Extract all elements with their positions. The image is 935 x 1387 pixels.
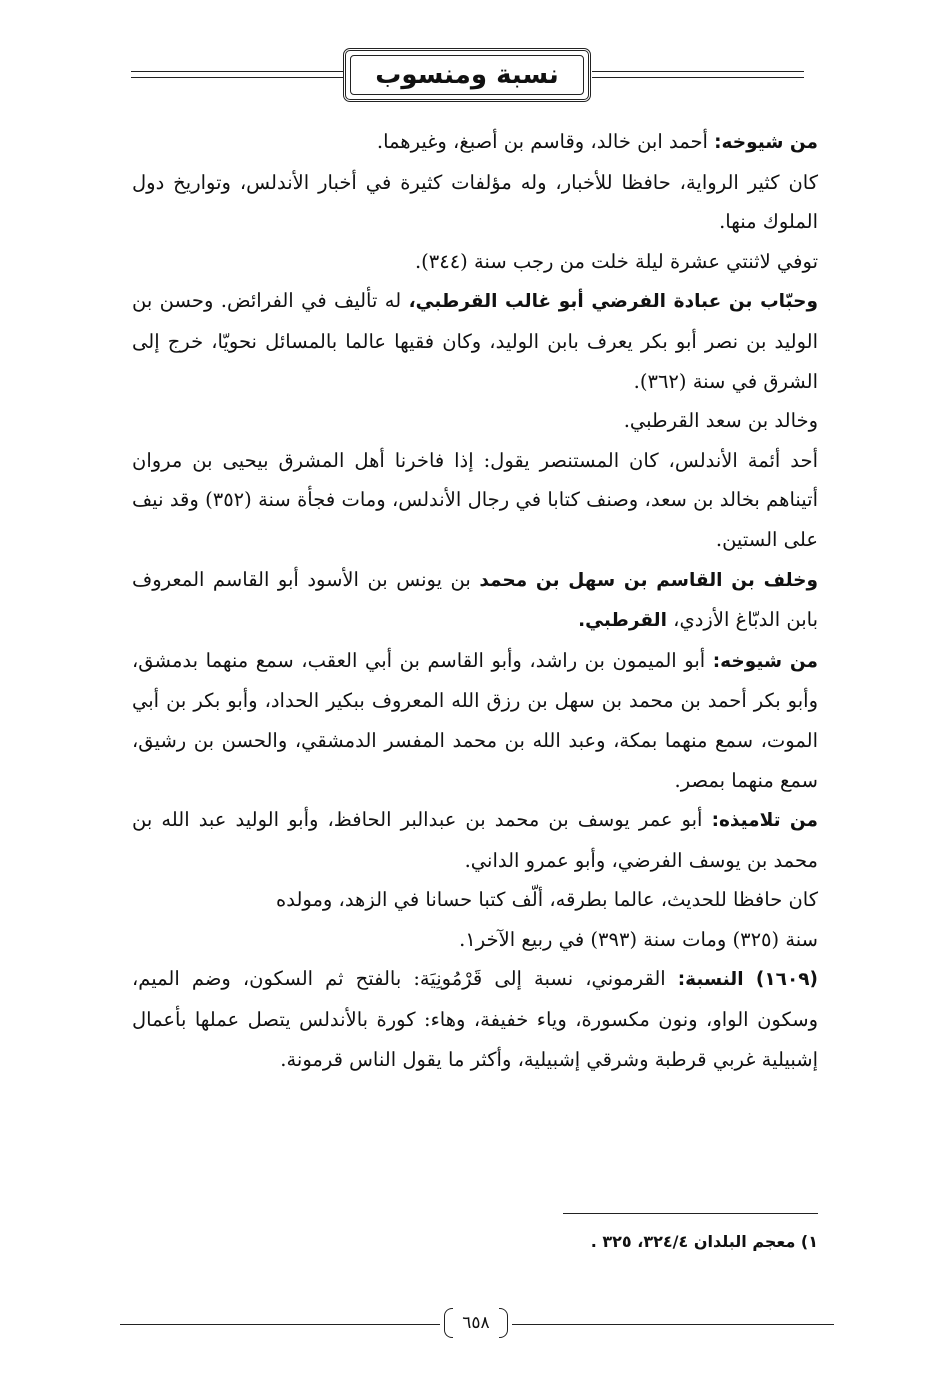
paragraph-tail: القرطبي. bbox=[578, 610, 667, 632]
paragraph-text: سنة (٣٢٥) ومات سنة (٣٩٣) في ربيع الآخر١. bbox=[459, 927, 818, 951]
paragraph bbox=[132, 959, 818, 1079]
paragraph bbox=[132, 880, 818, 920]
footnote-separator bbox=[563, 1213, 818, 1214]
chapter-title-frame bbox=[343, 48, 591, 102]
paragraph-lead: وحبّاب بن عبادة الفرضي أبو غالب القرطبي، bbox=[408, 291, 818, 313]
paragraph-text: بن يونس بن الأسود أبو القاسم المعروف بابن الدبّاغ الأزدي، bbox=[132, 567, 818, 632]
page-number-bracket bbox=[440, 1306, 512, 1340]
paragraph bbox=[132, 441, 818, 560]
paragraph bbox=[132, 800, 818, 880]
page-number-rule-left bbox=[120, 1324, 440, 1325]
paragraph bbox=[132, 641, 818, 800]
chapter-title: نسبة ومنسوب bbox=[375, 60, 559, 90]
page-number-rule-right bbox=[512, 1324, 834, 1325]
paragraph bbox=[132, 560, 818, 641]
paragraph bbox=[132, 920, 818, 960]
page-number: ٦٥٨ bbox=[462, 1313, 490, 1333]
paragraph-lead: من تلاميذه: bbox=[711, 810, 818, 832]
paragraph-text: وخالد بن سعد القرطبي. bbox=[623, 409, 818, 433]
paragraph-text: كان حافظا للحديث، عالما بطرقه، ألّف كتبا حسانا في الزهد، ومولده bbox=[276, 888, 818, 912]
paragraph bbox=[132, 163, 818, 242]
header-rule-right bbox=[592, 71, 804, 78]
paragraph-text: له تأليف في الفرائض. وحسن بن الوليد بن نصر أبو بكر يعرف بابن الوليد، وكان فقيها عالما بالمسائل نحويّا، خرج إلى الشرق في سنة (٣٦٢). bbox=[132, 289, 818, 393]
paragraph-lead: (١٦٠٩) النسبة: bbox=[677, 969, 819, 991]
footnote: ١) معجم البلدان ٣٢٤/٤، ٣٢٥ . bbox=[590, 1232, 818, 1251]
paragraph bbox=[132, 281, 818, 401]
paragraph-lead: من شيوخه: bbox=[714, 132, 818, 153]
header-rule-left bbox=[131, 71, 343, 78]
paragraph bbox=[132, 401, 818, 441]
paragraph-text: كان كثير الرواية، حافظا للأخبار، وله مؤلفات كثيرة في أخبار الأندلس، وتواريخ دول الملوك منها. bbox=[132, 170, 818, 234]
page-body bbox=[132, 122, 818, 1079]
paragraph-lead: وخلف بن القاسم بن سهل بن محمد bbox=[479, 569, 819, 591]
paragraph-text: توفي لاثنتي عشرة ليلة خلت من رجب سنة (٣٤٤). bbox=[414, 249, 818, 273]
paragraph bbox=[132, 122, 818, 163]
paragraph-text: أبو الميمون بن راشد، وأبو القاسم بن أبي العقب، سمع منهما بدمشق، وأبو بكر أحمد بن محمد بن سهل بن رزق الله المعروف ببكير الحداد، وأبو بكر بن أبي الموت، سمع منهما بمكة، وعبد الله بن محمد المفسر الدمشقي، والحسن بن رشيق، سمع منهما بمصر. bbox=[132, 648, 818, 792]
paragraph-text: أبو عمر يوسف بن محمد بن عبدالبر الحافظ، وأبو الوليد عبد الله بن محمد بن يوسف الفرضي، وأبو عمرو الداني. bbox=[132, 808, 818, 872]
paragraph-text: أحمد ابن خالد، وقاسم بن أصبغ، وغيرهما. bbox=[376, 130, 715, 153]
paragraph bbox=[132, 242, 818, 282]
paragraph-text: أحد أئمة الأندلس، كان المستنصر يقول: إذا فاخرنا أهل المشرق بيحيى بن مروان أتيناهم بخالد بن سعد، وصنف كتابا في رجال الأندلس، ومات فجأة سنة (٣٥٢) وقد نيف على الستين. bbox=[132, 448, 818, 551]
paragraph-lead: من شيوخه: bbox=[712, 650, 818, 672]
paragraph-text: القرموني، نسبة إلى قَرْمُونِيَة: بالفتح ثم السكون، وضم الميم، وسكون الواو، ونون مكسورة، وياء خفيفة، وهاء: كورة بالأندلس يتصل عملها بأعمال إشبيلية غربي قرطبة وشرقي إشبيلية، وأكثر ما يقول الناس قرمونة. bbox=[132, 967, 818, 1071]
